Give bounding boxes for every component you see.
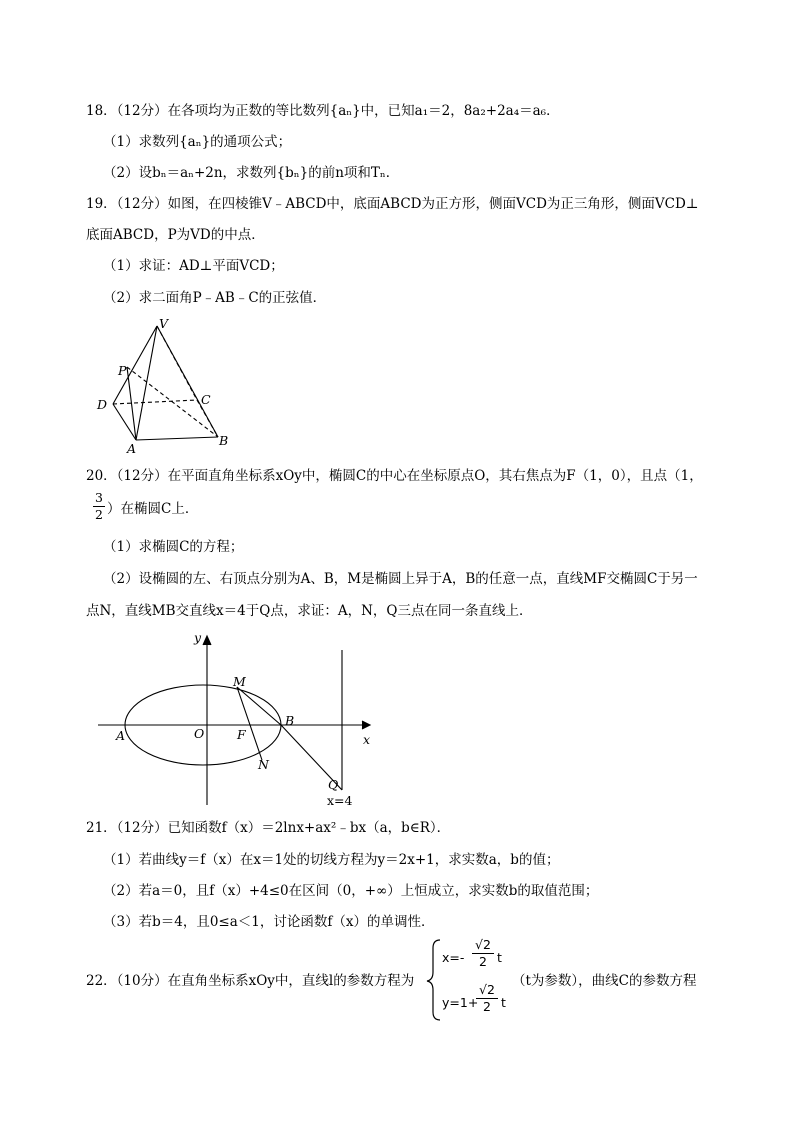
q21-part2: （2）若a＝0，且f（x）+4≤0在区间（0，+∞）上恒成立，求实数b的取值范围； (103, 883, 599, 899)
q19-part1: （1）求证：AD⊥平面VCD； (103, 258, 284, 274)
label-Q: Q (328, 777, 339, 792)
q22-stem-suffix: （t为参数），曲线C的参数方程 (512, 973, 697, 989)
q20-part1: （1）求椭圆C的方程； (103, 539, 244, 555)
q20-frac-den: 2 (95, 507, 103, 522)
q22-eq2-lhs: y=1+ (442, 995, 479, 1010)
q22-stem-prefix: 22．（10分）在直角坐标系xOy中，直线l的参数方程为 (86, 973, 415, 989)
q22-eq2-num: √2 (479, 982, 495, 997)
q20-part2-line1: （2）设椭圆的左、右顶点分别为A、B，M是椭圆上异于A，B的任意一点，直线MF交椭圆C于另一 (103, 571, 698, 587)
q18-part1: （1）求数列{aₙ}的通项公式； (103, 134, 292, 150)
label-P: P (118, 363, 127, 378)
label-N: N (258, 757, 269, 772)
q22-eq2-rhs: t (501, 995, 506, 1010)
q20-stem-line2: ）在椭圆C上． (107, 501, 199, 517)
q22-eq1-num: √2 (475, 937, 491, 952)
q21-part3: （3）若b＝4，且0≤a＜1，讨论函数f（x）的单调性． (103, 914, 435, 930)
q22-eq2-fraction (476, 983, 498, 1014)
label-x-equals-4: x=4 (327, 793, 353, 808)
label-B: B (219, 433, 229, 448)
q22-eq2-den: 2 (483, 999, 491, 1014)
q19-part2: （2）求二面角P﹣AB﹣C的正弦值． (103, 290, 327, 306)
q20-stem-line1: 20．（12分）在平面直角坐标系xOy中，椭圆C的中心在坐标原点O，其右焦点为F（1，0），且点（1， (86, 468, 703, 484)
label-F: F (237, 727, 246, 742)
q22-eq1-den: 2 (479, 954, 487, 969)
q22-eq1-rhs: t (497, 950, 502, 965)
label-C: C (201, 392, 211, 407)
label-V: V (159, 316, 169, 331)
q20-part2-line2: 点N，直线MB交直线x＝4于Q点，求证：A，N，Q三点在同一条直线上． (86, 603, 533, 619)
q22-eq1-fraction (472, 938, 494, 969)
q18-part2: （2）设bₙ＝aₙ+2n，求数列{bₙ}的前n项和Tₙ． (103, 165, 400, 181)
label-M: M (233, 674, 246, 689)
q18-stem: 18．（12分）在各项均为正数的等比数列{aₙ}中，已知a₁＝2，8a₂+2a₄＝a₆． (86, 103, 560, 119)
q21-part1: （1）若曲线y＝f（x）在x＝1处的切线方程为y＝2x+1，求实数a，b的值； (103, 852, 560, 868)
label-x-axis: x (363, 732, 371, 747)
q21-stem: 21．（12分）已知函数f（x）＝2lnx+ax²﹣bx（a，b∈R）． (86, 820, 451, 836)
label-A2: A (116, 728, 126, 743)
label-A: A (127, 441, 137, 456)
q22-eq1-lhs: x=- (442, 950, 465, 965)
label-D: D (97, 397, 108, 412)
q19-stem-line2: 底面ABCD，P为VD的中点． (86, 227, 265, 243)
q19-stem-line1: 19．（12分）如图，在四棱锥V﹣ABCD中，底面ABCD为正方形，侧面VCD为正三角形，侧面VCD⊥ (86, 196, 699, 212)
label-O: O (194, 726, 205, 741)
label-y-axis: y (194, 630, 202, 645)
q20-frac-num: 3 (95, 490, 103, 505)
label-B2: B (285, 713, 295, 728)
